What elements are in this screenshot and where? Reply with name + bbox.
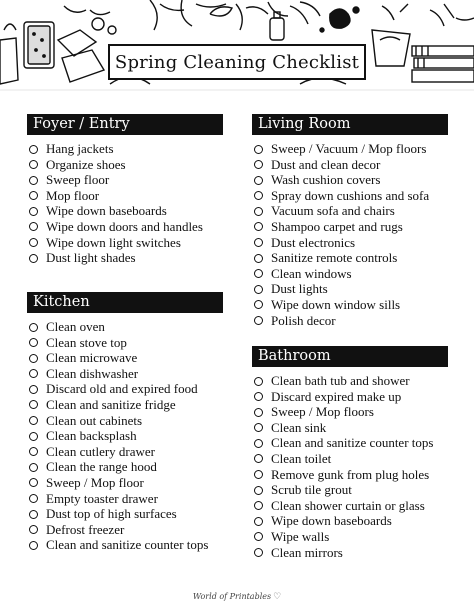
checklist-item[interactable] <box>27 522 223 538</box>
checkbox-circle-icon[interactable] <box>29 207 38 216</box>
checklist-kitchen <box>27 319 223 553</box>
heart-icon: ♡ <box>273 592 282 602</box>
checklist-item-label: Clean backsplash <box>46 428 137 444</box>
checklist-item-label: Clean shower curtain or glass <box>271 497 425 513</box>
checklist-item-label: Discard old and expired food <box>46 381 198 397</box>
checklist-item[interactable] <box>27 250 223 266</box>
checklist-item[interactable] <box>252 513 448 529</box>
checkbox-circle-icon[interactable] <box>29 541 38 550</box>
checkbox-circle-icon[interactable] <box>29 323 38 332</box>
checklist-item-label: Shampoo carpet and rugs <box>271 218 403 234</box>
checklist-item-label: Wipe down window sills <box>271 296 401 312</box>
checkbox-circle-icon[interactable] <box>29 191 38 200</box>
checkbox-circle-icon[interactable] <box>29 238 38 247</box>
checkbox-circle-icon[interactable] <box>29 354 38 363</box>
checkbox-circle-icon[interactable] <box>29 432 38 441</box>
checklist-item[interactable] <box>27 335 223 351</box>
checklist-item-label: Dust top of high surfaces <box>46 506 177 522</box>
checklist-item[interactable] <box>27 203 223 219</box>
checklist-item-label: Sweep / Mop floors <box>271 404 374 420</box>
checkbox-circle-icon[interactable] <box>29 254 38 263</box>
section-title-living-room: Living Room <box>252 114 448 135</box>
checklist-item[interactable] <box>252 435 448 451</box>
checklist-item-label: Clean and sanitize fridge <box>46 396 176 412</box>
checkbox-circle-icon[interactable] <box>254 254 263 263</box>
checkbox-circle-icon[interactable] <box>254 285 263 294</box>
checklist-item-label: Organize shoes <box>46 156 126 172</box>
checklist-item-label: Dust light shades <box>46 250 136 266</box>
checkbox-circle-icon[interactable] <box>254 423 263 432</box>
checklist-item[interactable] <box>252 172 448 188</box>
checkbox-circle-icon[interactable] <box>29 494 38 503</box>
checkbox-circle-icon[interactable] <box>254 300 263 309</box>
checklist-item[interactable] <box>252 266 448 282</box>
checklist-foyer <box>27 141 223 266</box>
checklist-item-label: Clean the range hood <box>46 459 157 475</box>
checkbox-circle-icon[interactable] <box>29 338 38 347</box>
checklist-item-label: Wash cushion covers <box>271 172 381 188</box>
checklist-item-label: Clean oven <box>46 319 105 334</box>
checklist-item[interactable] <box>27 141 223 157</box>
checklist-item[interactable] <box>27 459 223 475</box>
checklist-item-label: Sweep / Mop floor <box>46 474 144 490</box>
page-title: Spring Cleaning Checklist <box>114 51 360 73</box>
checklist-item-label: Wipe down baseboards <box>271 513 392 529</box>
checklist-item[interactable] <box>27 537 223 553</box>
checklist-item-label: Vacuum sofa and chairs <box>271 203 395 219</box>
checklist-item[interactable] <box>252 141 448 157</box>
checklist-item-label: Clean dishwasher <box>46 365 139 381</box>
checklist-item-label: Dust electronics <box>271 234 356 250</box>
checklist-item-label: Clean and sanitize counter tops <box>271 435 434 451</box>
checkbox-circle-icon[interactable] <box>29 160 38 169</box>
checkbox-circle-icon[interactable] <box>254 486 263 495</box>
checkbox-circle-icon[interactable] <box>254 145 263 154</box>
checkbox-circle-icon[interactable] <box>254 316 263 325</box>
checklist-item-label: Discard expired make up <box>271 388 402 404</box>
checklist-item[interactable] <box>27 428 223 444</box>
checkbox-circle-icon[interactable] <box>254 222 263 231</box>
checklist-item[interactable] <box>27 366 223 382</box>
checklist-item[interactable] <box>252 467 448 483</box>
checklist-living-room <box>252 141 448 328</box>
checkbox-circle-icon[interactable] <box>29 145 38 154</box>
checkbox-circle-icon[interactable] <box>254 532 263 541</box>
checkbox-circle-icon[interactable] <box>254 454 263 463</box>
checklist-item-label: Clean toilet <box>271 450 332 466</box>
checklist-item-label: Dust and clean decor <box>271 156 381 172</box>
checkbox-circle-icon[interactable] <box>254 191 263 200</box>
checklist-item-label: Polish decor <box>271 312 336 328</box>
checklist-item-label: Clean windows <box>271 265 352 281</box>
footer-text: World of Printables <box>192 592 272 601</box>
checklist-item[interactable] <box>252 404 448 420</box>
checklist-item-label: Wipe walls <box>271 528 330 544</box>
checklist-item[interactable] <box>252 389 448 405</box>
checkbox-circle-icon[interactable] <box>254 176 263 185</box>
checklist-item[interactable] <box>252 203 448 219</box>
checklist-item[interactable] <box>252 498 448 514</box>
checklist-item[interactable] <box>252 235 448 251</box>
checklist-item[interactable] <box>27 188 223 204</box>
checklist-item-label: Scrub tile grout <box>271 482 352 498</box>
checkbox-circle-icon[interactable] <box>29 222 38 231</box>
section-bathroom <box>252 346 448 560</box>
checklist-item[interactable] <box>252 188 448 204</box>
checklist-item[interactable] <box>27 381 223 397</box>
checklist-item-label: Wipe down doors and handles <box>46 218 203 234</box>
section-title-bathroom: Bathroom <box>252 346 448 367</box>
section-title-foyer: Foyer / Entry <box>27 114 223 135</box>
footer-brand <box>0 592 474 602</box>
checkbox-circle-icon[interactable] <box>29 525 38 534</box>
checklist-item[interactable] <box>27 444 223 460</box>
checklist-item[interactable] <box>27 172 223 188</box>
checklist-item-label: Empty toaster drawer <box>46 490 158 506</box>
checkbox-circle-icon[interactable] <box>254 470 263 479</box>
checklist-item[interactable] <box>252 373 448 389</box>
checklist-item[interactable] <box>27 506 223 522</box>
checklist-item[interactable] <box>252 297 448 313</box>
checklist-item[interactable] <box>27 157 223 173</box>
checklist-item[interactable] <box>252 451 448 467</box>
checkbox-circle-icon[interactable] <box>254 269 263 278</box>
checklist-item-label: Mop floor <box>46 187 100 203</box>
checklist-item[interactable] <box>27 235 223 251</box>
checklist-item[interactable] <box>27 475 223 491</box>
checkbox-circle-icon[interactable] <box>254 207 263 216</box>
checkbox-circle-icon[interactable] <box>29 385 38 394</box>
checklist-item[interactable] <box>252 281 448 297</box>
checklist-item-label: Wipe down light switches <box>46 234 181 250</box>
checklist-item-label: Clean out cabinets <box>46 412 143 428</box>
checklist-item[interactable] <box>252 219 448 235</box>
checkbox-circle-icon[interactable] <box>29 400 38 409</box>
checklist-item-label: Spray down cushions and sofa <box>271 187 430 203</box>
checkbox-circle-icon[interactable] <box>29 463 38 472</box>
checklist-item[interactable] <box>252 313 448 329</box>
checklist-bathroom <box>252 373 448 560</box>
checkbox-circle-icon[interactable] <box>29 416 38 425</box>
checkbox-circle-icon[interactable] <box>254 501 263 510</box>
checklist-item[interactable] <box>252 529 448 545</box>
checklist-item-label: Sanitize remote controls <box>271 250 398 266</box>
checklist-item[interactable] <box>252 157 448 173</box>
checklist-item-label: Hang jackets <box>46 141 114 156</box>
checkbox-circle-icon[interactable] <box>29 478 38 487</box>
checkbox-circle-icon[interactable] <box>254 517 263 526</box>
checklist-item-label: Clean stove top <box>46 334 127 350</box>
section-foyer <box>27 114 223 266</box>
checkbox-circle-icon[interactable] <box>254 439 263 448</box>
checkbox-circle-icon[interactable] <box>254 548 263 557</box>
checkbox-circle-icon[interactable] <box>254 408 263 417</box>
checklist-item[interactable] <box>27 350 223 366</box>
checklist-item-label: Clean cutlery drawer <box>46 443 156 459</box>
checkbox-circle-icon[interactable] <box>254 238 263 247</box>
section-title-kitchen: Kitchen <box>27 292 223 313</box>
checklist-item[interactable] <box>27 219 223 235</box>
section-kitchen <box>27 292 223 553</box>
checklist-item-label: Sweep floor <box>46 172 110 188</box>
checklist-item-label: Clean and sanitize counter tops <box>46 537 209 553</box>
checklist-item-label: Dust lights <box>271 281 328 297</box>
checkbox-circle-icon[interactable] <box>29 510 38 519</box>
checklist-item-label: Clean mirrors <box>271 544 343 560</box>
checklist-item[interactable] <box>252 545 448 561</box>
section-living-room <box>252 114 448 328</box>
checklist-item[interactable] <box>252 420 448 436</box>
checklist-item[interactable] <box>27 397 223 413</box>
checklist-item[interactable] <box>252 250 448 266</box>
checklist-item-label: Clean bath tub and shower <box>271 373 410 388</box>
checklist-item-label: Remove gunk from plug holes <box>271 466 430 482</box>
checkbox-circle-icon[interactable] <box>254 160 263 169</box>
checklist-item[interactable] <box>27 319 223 335</box>
checklist-item[interactable] <box>27 413 223 429</box>
checklist-item-label: Sweep / Vacuum / Mop floors <box>271 141 427 156</box>
checklist-item-label: Clean sink <box>271 419 327 435</box>
checklist-item-label: Defrost freezer <box>46 521 125 537</box>
checklist-item[interactable] <box>252 482 448 498</box>
header-banner <box>0 0 474 92</box>
checkbox-circle-icon[interactable] <box>29 447 38 456</box>
checkbox-circle-icon[interactable] <box>254 392 263 401</box>
checklist-item[interactable] <box>27 491 223 507</box>
title-box <box>108 44 366 80</box>
checklist-item-label: Wipe down baseboards <box>46 203 167 219</box>
checkbox-circle-icon[interactable] <box>29 176 38 185</box>
checklist-item-label: Clean microwave <box>46 350 138 366</box>
checkbox-circle-icon[interactable] <box>29 369 38 378</box>
checkbox-circle-icon[interactable] <box>254 377 263 386</box>
